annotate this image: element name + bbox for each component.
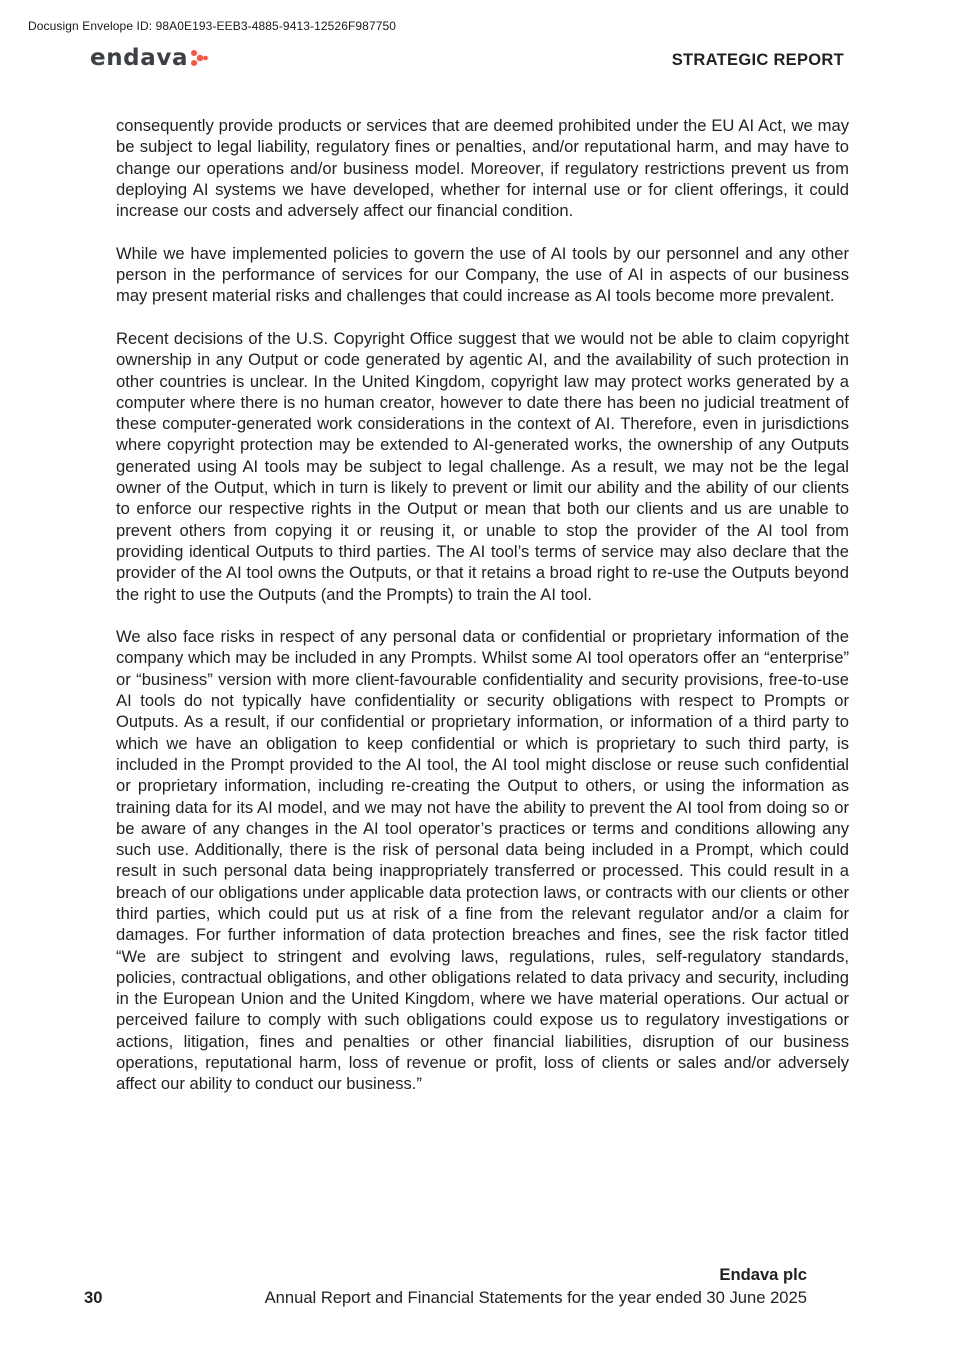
page-number: 30 bbox=[84, 1288, 103, 1307]
body-paragraph: We also face risks in respect of any personal data or confidential or proprietary information of the company which may be included in any Prompts. Whilst some AI tool operators offer an “enterprise” or “business” version with more client-favourable confidentiality and security provisions, free-to-use AI tools do not typically have confidentiality or security obligations with respect to Prompts or Outputs. As a result, if our confidential or proprietary information, or information of a third party to which we have an obligation to keep confidential or which is proprietary to such third party, is included in the Prompt provided to the AI tool, the AI tool might disclose or reuse such confidential or proprietary information, including re-creating the Output to others, or using the information as training data for its AI model, and we may not have the ability to prevent the AI tool from doing so or be aware of any changes in the AI tool operator’s practices or terms and conditions allowing any such use. Additionally, there is the risk of personal data being included in a Prompt, which could result in such personal data being inappropriately transferred or processed. This could result in a breach of our obligations under applicable data protection laws, or contracts with our clients or other third parties, which could put us at risk of a fine from the relevant regulator and/or a claim for damages. For further information of data protection breaches and fines, see the risk factor titled “We are subject to stringent and evolving laws, regulations, rules, self-regulatory standards, policies, contractual obligations, and other obligations related to data privacy and security, including in the European Union and the United Kingdom, where we have material operations. Our actual or perceived failure to comply with such obligations could expose us to regulatory investigations or actions, litigation, fines and penalties or other financial liabilities, disruption of our business operations, reputational harm, loss of revenue or profit, loss of clients or sales and/or adversely affect our ability to conduct our business.” bbox=[116, 627, 849, 1094]
footer-company-name: Endava plc bbox=[719, 1265, 807, 1284]
docusign-envelope-id: Docusign Envelope ID: 98A0E193-EEB3-4885-9413-12526F987750 bbox=[28, 19, 397, 33]
section-title: STRATEGIC REPORT bbox=[671, 51, 844, 69]
logo-wordmark: endava bbox=[90, 45, 189, 71]
footer-report-title: Annual Report and Financial Statements for the year ended 30 June 2025 bbox=[264, 1288, 807, 1307]
body-paragraph: consequently provide products or services that are deemed prohibited under the EU AI Act, we may be subject to legal liability, regulatory fines or penalties, and/or reputational harm, and may have to change our operations and/or business model. Moreover, if regulatory restrictions prevent us from deploying AI systems we have developed, whether for internal use or for client offerings, it could increase our costs and adversely affect our financial condition. bbox=[116, 116, 849, 221]
body-paragraph: Recent decisions of the U.S. Copyright Office suggest that we would not be able to claim copyright ownership in any Output or code generated by agentic AI, and the availability of such protection in other countries is unclear. In the United Kingdom, copyright law may protect works generated by a computer where there is no human creator, however to date there has been no judicial treatment of these computer-generated work considerations in the context of AI. Therefore, even in jurisdictions where copyright protection may be extended to AI-generated works, the ownership of any Outputs generated using AI tools may be subject to legal challenge. As a result, we may not be the legal owner of the Output, which in turn is likely to prevent or limit our ability and the ability of our clients to enforce our respective rights in the Output or mean that both our clients and us are unable to prevent others from copying it or reusing it, or unable to stop the provider of the AI tool from providing identical Outputs to third parties. The AI tool’s terms of service may also declare that the provider of the AI tool owns the Outputs, or that it retains a broad right to re-use the Outputs beyond the right to use the Outputs (and the Prompts) to train the AI tool. bbox=[116, 328, 849, 604]
endava-logo bbox=[90, 44, 208, 72]
endava-brand-mark-icon bbox=[190, 49, 208, 67]
report-body bbox=[116, 115, 849, 1116]
body-paragraph: While we have implemented policies to govern the use of AI tools by our personnel and any other person in the performance of services for our Company, the use of AI in aspects of our business may present material risks and challenges that could increase as AI tools become more prevalent. bbox=[116, 243, 849, 306]
